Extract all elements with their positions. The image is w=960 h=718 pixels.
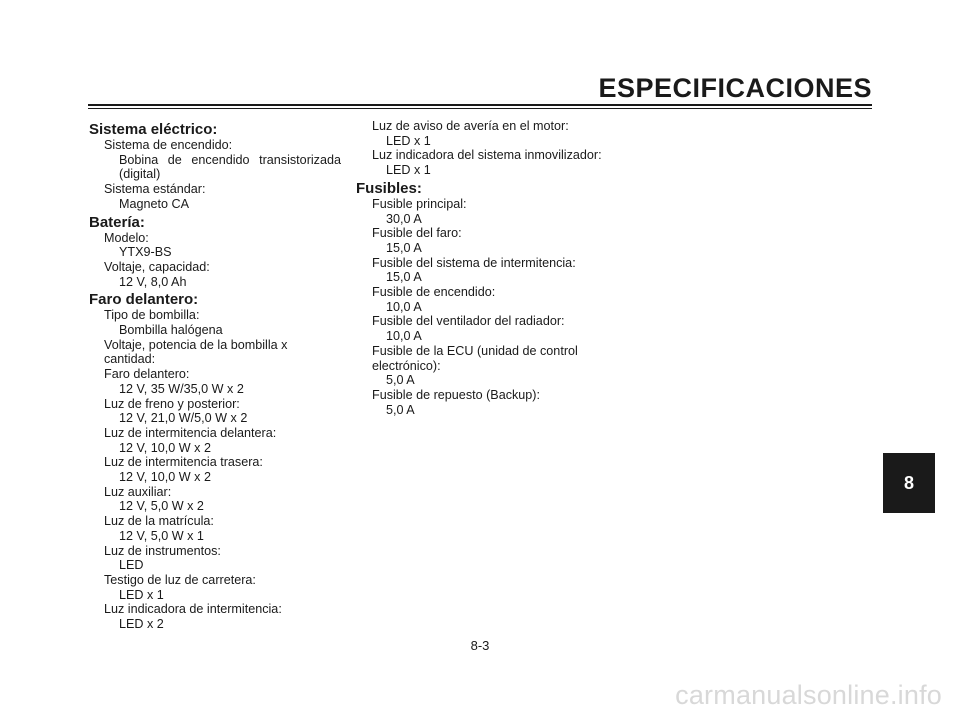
section-title: Sistema eléctrico: <box>89 121 218 138</box>
chapter-tab-label: 8 <box>903 472 914 493</box>
spec-label: Testigo de luz de carretera: <box>104 572 256 587</box>
spec-label: Luz auxiliar: <box>104 484 172 499</box>
spec-value: LED x 1 <box>386 133 431 148</box>
spec-value: 30,0 A <box>386 211 422 226</box>
spec-label: Luz de la matrícula: <box>104 514 214 529</box>
header-rule-thick <box>88 104 872 106</box>
section-title: Fusibles: <box>356 179 422 197</box>
spec-label: Modelo: <box>104 230 149 245</box>
spec-label: Fusible de repuesto (Backup): <box>372 387 541 402</box>
spec-label: Voltaje, capacidad: <box>104 259 210 274</box>
spec-label: Fusible del sistema de intermitencia: <box>372 255 576 270</box>
spec-label: Fusible del faro: <box>372 226 462 241</box>
spec-label: Luz de intermitencia trasera: <box>104 455 263 470</box>
chapter-tab[interactable] <box>883 453 935 513</box>
spec-value: 12 V, 5,0 W x 2 <box>119 499 204 514</box>
right-column <box>356 119 606 417</box>
spec-value: 12 V, 5,0 W x 1 <box>119 528 204 543</box>
spec-label: Faro delantero: <box>104 367 190 382</box>
spec-value: 12 V, 35 W/35,0 W x 2 <box>119 381 244 396</box>
spec-value: Bombilla halógena <box>119 323 223 338</box>
spec-label: Luz de freno y posterior: <box>104 396 240 411</box>
spec-value: 5,0 A <box>386 373 415 388</box>
spec-value: Magneto CA <box>119 196 190 211</box>
spec-label: Luz de instrumentos: <box>104 543 221 558</box>
spec-value: (digital) <box>119 167 161 182</box>
header-rule-thin <box>88 108 872 109</box>
section-title: Batería: <box>89 213 145 231</box>
spec-value: LED <box>119 558 144 573</box>
spec-label: Fusible principal: <box>372 196 467 211</box>
spec-label: electrónico): <box>372 358 441 373</box>
spec-value: 12 V, 8,0 Ah <box>119 274 187 289</box>
spec-label: Luz indicadora del sistema inmovilizador: <box>372 148 602 163</box>
spec-value: 15,0 A <box>386 240 422 255</box>
spec-label: Sistema de encendido: <box>104 138 233 152</box>
spec-value: 10,0 A <box>386 299 422 314</box>
spec-value: LED x 1 <box>386 163 431 178</box>
section-title: Faro delantero: <box>89 291 199 309</box>
spec-label: Sistema estándar: <box>104 182 206 197</box>
spec-value: Bobina de encendido transistorizada <box>119 152 341 167</box>
spec-label: Luz de intermitencia delantera: <box>104 425 277 440</box>
spec-value: 12 V, 10,0 W x 2 <box>119 440 211 455</box>
spec-value: 5,0 A <box>386 402 415 417</box>
left-column <box>89 119 341 632</box>
spec-value: 12 V, 10,0 W x 2 <box>119 470 211 485</box>
spec-label: Fusible de la ECU (unidad de control <box>372 343 578 358</box>
spec-label: Tipo de bombilla: <box>104 308 200 323</box>
spec-value: YTX9-BS <box>119 245 172 260</box>
spec-label: Luz de aviso de avería en el motor: <box>372 119 569 133</box>
spec-value: LED x 2 <box>119 617 164 632</box>
spec-value: 15,0 A <box>386 270 422 285</box>
spec-value: 12 V, 21,0 W/5,0 W x 2 <box>119 411 248 426</box>
spec-label: Fusible de encendido: <box>372 285 496 300</box>
watermark: carmanualsonline.info <box>675 680 942 710</box>
spec-label: Voltaje, potencia de la bombilla x cantidad: <box>104 337 288 367</box>
page-title: ESPECIFICACIONES <box>598 73 872 103</box>
spec-value: LED x 1 <box>119 587 164 602</box>
page-number: 8-3 <box>470 638 490 653</box>
spec-label: Luz indicadora de intermitencia: <box>104 602 282 617</box>
spec-label: Fusible del ventilador del radiador: <box>372 314 565 329</box>
spec-value: 10,0 A <box>386 329 422 344</box>
